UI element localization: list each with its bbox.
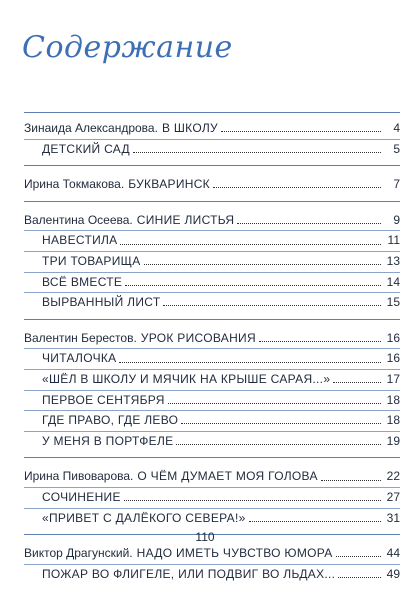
toc-group <box>24 544 400 590</box>
toc-entry <box>24 348 400 369</box>
toc-page: 17 <box>386 371 400 386</box>
toc-entry <box>24 467 400 487</box>
toc-title: ПОЖАР ВО ФЛИГЕЛЕ, ИЛИ ПОДВИГ ВО ЛЬДАХ... <box>42 566 336 581</box>
toc-page: 5 <box>393 141 400 156</box>
dot-leader <box>321 480 381 481</box>
toc-title: СИНИЕ ЛИСТЬЯ <box>136 212 235 227</box>
toc-entry <box>24 272 400 293</box>
dot-leader <box>119 362 381 363</box>
toc-page: 9 <box>393 212 400 227</box>
toc-page: 22 <box>386 469 400 484</box>
toc-page: 31 <box>386 510 400 525</box>
dot-leader <box>221 131 381 132</box>
toc-author: Валентин Берестов. <box>24 330 137 345</box>
dot-leader <box>124 500 381 501</box>
toc-entry <box>24 410 400 431</box>
toc-page: 27 <box>386 489 400 504</box>
toc-entry <box>24 230 400 251</box>
toc-page: 4 <box>393 121 400 135</box>
toc-entry <box>24 564 400 585</box>
toc-title: ГДЕ ПРАВО, ГДЕ ЛЕВО <box>42 413 179 428</box>
dot-leader <box>333 382 381 383</box>
toc-page: 49 <box>386 566 400 581</box>
toc-author: Виктор Драгунский. <box>24 546 133 561</box>
toc-title: ВСЁ ВМЕСТЕ <box>42 274 123 289</box>
toc-author: Ирина Пивоварова. <box>24 469 134 484</box>
toc-page: 19 <box>386 433 400 448</box>
toc-entry <box>24 119 400 139</box>
toc-page: 7 <box>393 177 400 192</box>
dot-leader <box>259 341 381 342</box>
toc-author: Валентина Осеева. <box>24 212 133 227</box>
toc-group <box>24 211 400 320</box>
dot-leader <box>176 444 381 445</box>
toc-title: У МЕНЯ В ПОРТФЕЛЕ <box>42 433 174 448</box>
toc-group <box>24 467 400 535</box>
toc-page: 14 <box>386 274 400 289</box>
dot-leader <box>237 223 381 224</box>
dot-leader <box>249 521 381 522</box>
toc-entry <box>24 487 400 508</box>
toc-title: О ЧЁМ ДУМАЕТ МОЯ ГОЛОВА <box>137 469 318 484</box>
dot-leader <box>144 264 381 265</box>
toc-author: Ирина Токмакова. <box>24 177 125 192</box>
dot-leader <box>213 187 381 188</box>
toc-entry <box>24 139 400 160</box>
toc-title: «ШЁЛ В ШКОЛУ И МЯЧИК НА КРЫШЕ САРАЯ...» <box>42 371 331 386</box>
toc-entry <box>24 544 400 564</box>
toc-author: Зинаида Александрова. <box>24 121 158 135</box>
dot-leader <box>338 577 381 578</box>
toc-entry <box>24 390 400 411</box>
dot-leader <box>168 403 381 404</box>
dot-leader <box>181 423 381 424</box>
toc-entry <box>24 329 400 349</box>
toc-entry <box>24 175 400 195</box>
toc-title: ПЕРВОЕ СЕНТЯБРЯ <box>42 392 165 407</box>
toc-group <box>24 112 400 166</box>
toc-page: 44 <box>386 546 400 561</box>
page-number: 110 <box>195 530 215 544</box>
toc-entry <box>24 431 400 452</box>
toc-title: В ШКОЛУ <box>161 121 218 135</box>
dot-leader <box>120 244 381 245</box>
toc-title: ЧИТАЛОЧКА <box>42 351 117 366</box>
toc-page: 16 <box>386 351 400 366</box>
toc-title: НАДО ИМЕТЬ ЧУВСТВО ЮМОРА <box>136 546 333 561</box>
dot-leader <box>133 152 381 153</box>
toc-group <box>24 329 400 459</box>
toc-title: СОЧИНЕНИЕ <box>42 489 121 504</box>
dot-leader <box>163 305 381 306</box>
toc-page: 11 <box>387 233 400 248</box>
toc-title: ТРИ ТОВАРИЩА <box>42 253 141 268</box>
toc-page: 18 <box>386 413 400 428</box>
toc-title: ДЕТСКИЙ САД <box>42 141 130 156</box>
toc-page: 15 <box>386 295 400 310</box>
dot-leader <box>336 556 381 557</box>
toc-page: 16 <box>386 330 400 345</box>
toc-title: БУКВАРИНСК <box>128 177 210 192</box>
page-title: Содержание <box>22 30 233 65</box>
toc-title: НАВЕСТИЛА <box>42 233 118 248</box>
toc-entry <box>24 211 400 231</box>
toc-title: УРОК РИСОВАНИЯ <box>140 330 256 345</box>
toc-title: «ПРИВЕТ С ДАЛЁКОГО СЕВЕРА!» <box>42 510 246 525</box>
toc-page: 18 <box>386 392 400 407</box>
toc-group <box>24 175 400 202</box>
dot-leader <box>125 285 381 286</box>
table-of-contents <box>24 112 400 599</box>
toc-title: ВЫРВАННЫЙ ЛИСТ <box>42 295 161 310</box>
toc-entry <box>24 369 400 390</box>
toc-entry <box>24 251 400 272</box>
toc-page: 13 <box>386 253 400 268</box>
toc-entry <box>24 292 400 313</box>
toc-entry <box>24 508 400 529</box>
